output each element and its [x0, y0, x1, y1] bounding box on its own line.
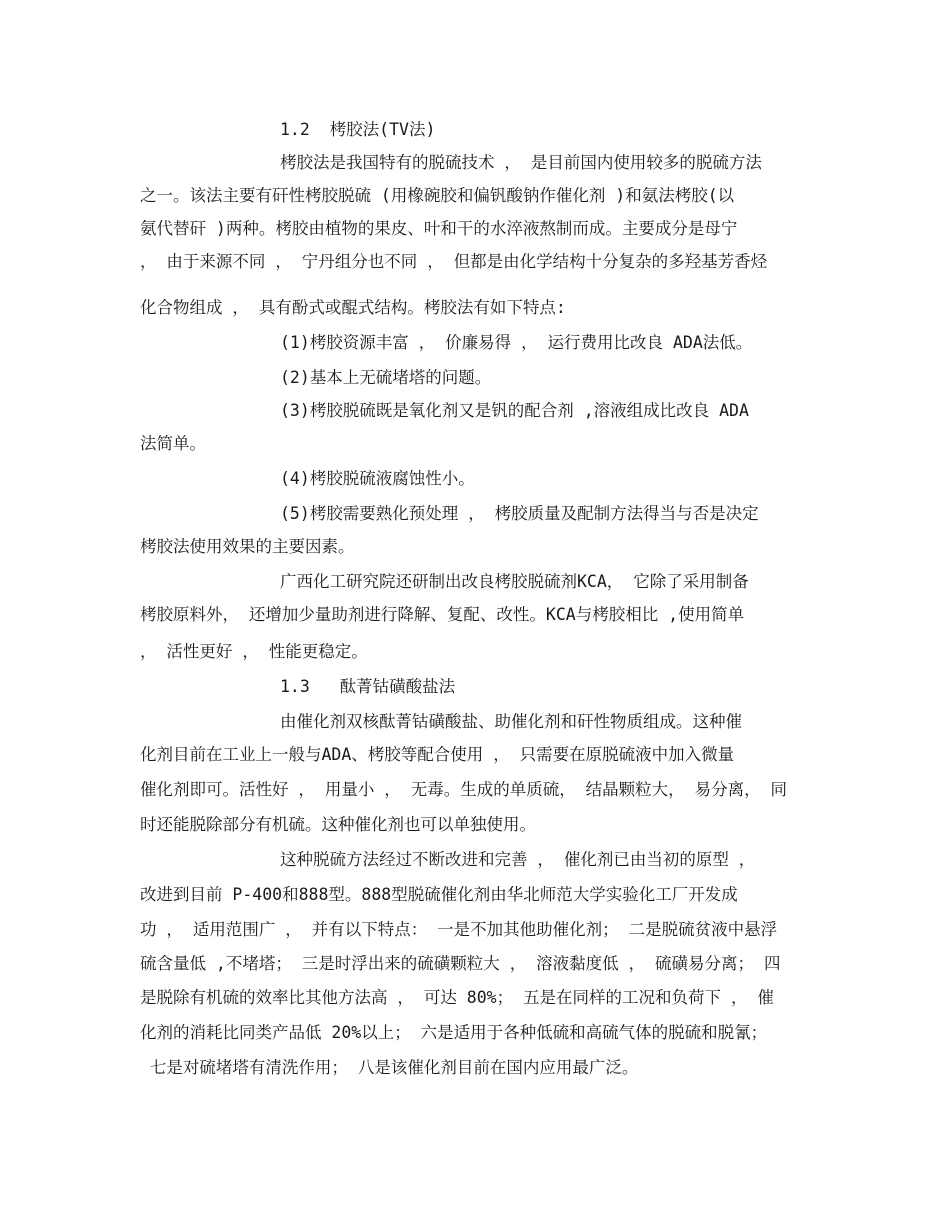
paragraph-line: ， 活性更好 ， 性能更稳定。	[140, 642, 368, 661]
paragraph-line: 七是对硫堵塔有清洗作用； 八是该催化剂目前在国内应用最广泛。	[140, 1058, 639, 1077]
paragraph-line: 时还能脱除部分有机硫。这种催化剂也可以单独使用。	[140, 815, 536, 834]
paragraph-line: 硫含量低 ,不堵塔； 三是时浮出来的硫磺颗粒大 ， 溶液黏度低 ， 硫磺易分离； 四	[140, 954, 781, 973]
list-item-continuation: 法简单。	[140, 434, 206, 453]
paragraph-line: 氨代替矸 )两种。栲胶由植物的果皮、叶和干的水淬液熬制而成。主要成分是母宁	[140, 219, 738, 238]
list-item-continuation: 栲胶法使用效果的主要因素。	[140, 537, 355, 556]
list-item: (2)基本上无硫堵塔的问题。	[280, 368, 492, 387]
paragraph-line: 由催化剂双核酞菁钴磺酸盐、助催化剂和矸性物质组成。这种催	[280, 712, 742, 731]
paragraph-line: 是脱除有机硫的效率比其他方法高 ， 可达 80%； 五是在同样的工况和负荷下 ， 催	[140, 988, 774, 1007]
list-item: (3)栲胶脱硫既是氧化剂又是钒的配合剂 ,溶液组成比改良 ADA	[280, 401, 749, 420]
paragraph-line: 栲胶法是我国特有的脱硫技术 ， 是目前国内使用较多的脱硫方法	[280, 153, 762, 172]
paragraph-line: 催化剂即可。活性好 ， 用量小 ， 无毒。生成的单质硫， 结晶颗粒大， 易分离， 同	[140, 780, 788, 799]
paragraph-line: 之一。该法主要有矸性栲胶脱硫 (用橡碗胶和偏钒酸钠作催化剂 )和氨法栲胶(以	[140, 186, 735, 205]
paragraph-line: 化合物组成 ， 具有酚式或醌式结构。栲胶法有如下特点:	[140, 298, 566, 317]
paragraph-line: 化剂的消耗比同类产品低 20%以上； 六是适用于各种低硫和高硫气体的脱硫和脱氰；	[140, 1023, 768, 1042]
paragraph-line: 广西化工研究院还研制出改良栲胶脱硫剂KCA， 它除了采用制备	[280, 572, 749, 591]
paragraph-line: 栲胶原料外， 还增加少量助剂进行降解、复配、改性。KCA与栲胶相比 ,使用简单	[140, 605, 745, 624]
list-item: (1)栲胶资源丰富 ， 价廉易得 ， 运行费用比改良 ADA法低。	[280, 333, 753, 352]
section-heading: 1.2 栲胶法(TV法)	[280, 120, 436, 139]
paragraph-line: ， 由于来源不同 ， 宁丹组分也不同 ， 但都是由化学结构十分复杂的多羟基芳香烃	[140, 252, 768, 271]
list-item: (4)栲胶脱硫液腐蚀性小。	[280, 469, 475, 488]
paragraph-line: 化剂目前在工业上一般与ADA、栲胶等配合使用 ， 只需要在原脱硫液中加入微量	[140, 745, 735, 764]
section-heading: 1.3 酞菁钴磺酸盐法	[280, 677, 456, 696]
paragraph-line: 这种脱硫方法经过不断改进和完善 ， 催化剂已由当初的原型 ，	[280, 850, 756, 869]
paragraph-line: 功 ， 适用范围广 ， 并有以下特点： 一是不加其他助催化剂； 二是脱硫贫液中悬浮	[140, 920, 778, 939]
list-item: (5)栲胶需要熟化预处理 ， 栲胶质量及配制方法得当与否是决定	[280, 504, 759, 523]
paragraph-line: 改进到目前 P-400和888型。888型脱硫催化剂由华北师范大学实验化工厂开发成	[140, 885, 738, 904]
